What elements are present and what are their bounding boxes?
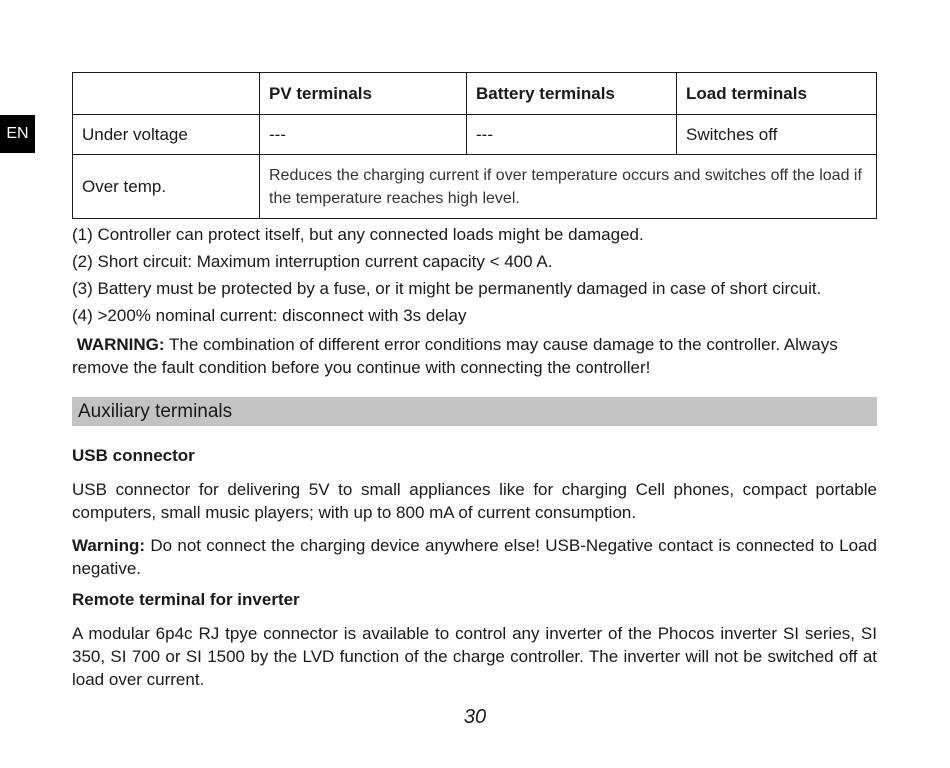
section-title: Auxiliary terminals	[78, 400, 233, 422]
table-header-pv: PV terminals	[260, 73, 467, 115]
footnote-2: (2) Short circuit: Maximum interruption current capacity < 400 A.	[72, 252, 553, 271]
table-header-empty	[73, 73, 260, 115]
footnote-4: (4) >200% nominal current: disconnect with 3s delay	[72, 306, 467, 325]
remote-body: A modular 6p4c RJ tpye connector is available to control any inverter of the Phocos inverter SI series, SI 350, SI 700 or SI 1500 by the LVD function of the charge controller. The inverter will not be switched off at load over current.	[72, 624, 877, 689]
cell-over-temp-description: Reduces the charging current if over temperature occurs and switches off the load if the temperature reaches high level.	[260, 155, 877, 219]
table-row	[73, 115, 877, 155]
page-number: 30	[463, 706, 487, 728]
warning-paragraph	[72, 333, 877, 379]
usb-warning	[72, 534, 877, 580]
remote-heading: Remote terminal for inverter	[72, 590, 300, 609]
row-label-under-voltage: Under voltage	[73, 115, 260, 155]
footnote-1: (1) Controller can protect itself, but any connected loads might be damaged.	[72, 225, 644, 244]
warning-label: WARNING:	[76, 335, 165, 354]
cell-pv: ---	[260, 115, 467, 155]
usb-warning-label: Warning:	[72, 536, 146, 555]
row-label-over-temp: Over temp.	[73, 155, 260, 219]
protection-table	[72, 72, 877, 219]
table-header-battery: Battery terminals	[467, 73, 677, 115]
cell-load: Switches off	[677, 115, 877, 155]
table-header-load: Load terminals	[677, 73, 877, 115]
table-row	[73, 155, 877, 219]
section-header	[72, 397, 877, 426]
cell-battery: ---	[467, 115, 677, 155]
footnotes	[72, 223, 877, 331]
usb-heading: USB connector	[72, 446, 195, 465]
warning-text: The combination of different error conditions may cause damage to the controller. Always remove the fault condition before you continue with connecting the controller!	[72, 335, 838, 377]
usb-warning-text: Do not connect the charging device anywhere else! USB-Negative contact is connected to Load negative.	[72, 536, 877, 578]
language-tab: EN	[0, 115, 35, 153]
usb-body: USB connector for delivering 5V to small appliances like for charging Cell phones, compact portable computers, small music players; with up to 800 mA of current consumption.	[72, 480, 877, 522]
footnote-3: (3) Battery must be protected by a fuse, or it might be permanently damaged in case of short circuit.	[72, 279, 822, 298]
